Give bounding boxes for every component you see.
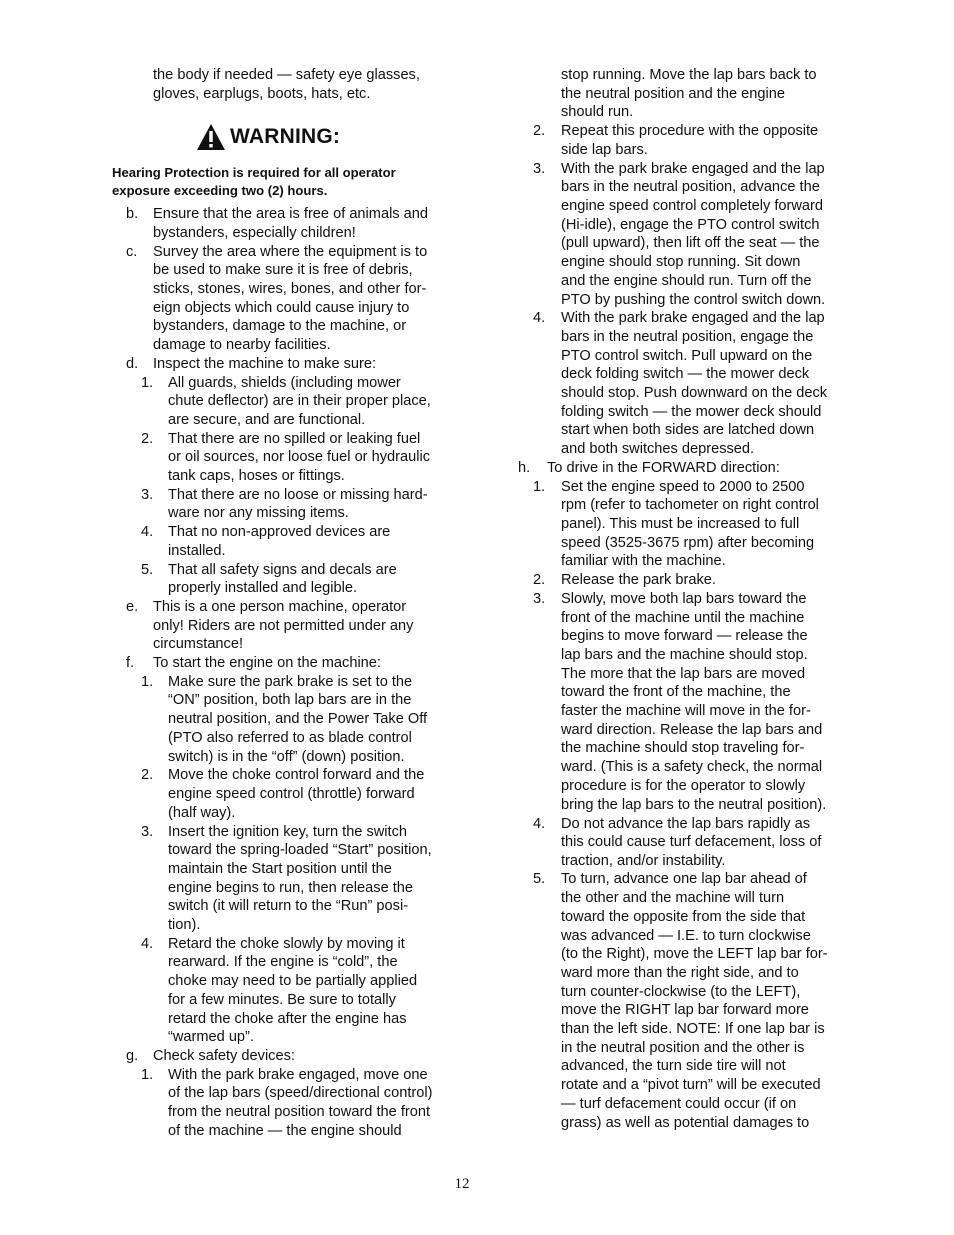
left-text-line: from the neutral position toward the front [168,1104,431,1120]
left-list-marker: 4. [141,936,154,952]
left-text-line: are secure, and are functional. [168,412,366,428]
right-text-line: The more that the lap bars are moved [561,666,806,682]
left-text-line: neutral position, and the Power Take Off [168,711,428,727]
left-list-marker: 1. [141,1067,154,1083]
left-text-line: for a few minutes. Be sure to totally [168,992,396,1008]
right-text-line: and the engine should run. Turn off the [561,273,812,289]
right-list-marker: h. [518,460,531,476]
right-text-line: folding switch — the mower deck should [561,404,822,420]
right-text-line: traction, and/or instability. [561,853,726,869]
left-list-marker: f. [126,655,135,671]
left-list-marker: d. [126,356,139,372]
left-text-line: That there are no spilled or leaking fuel [168,431,421,447]
right-text-line: stop running. Move the lap bars back to [561,67,817,83]
left-text-line: That no non-approved devices are [168,524,391,540]
left-text-line: chute deflector) are in their proper place, [168,393,431,409]
right-text-line: the other and the machine will turn [561,890,785,906]
hearing-note-line-1: Hearing Protection is required for all operator [112,165,396,180]
left-text-line: gloves, earplugs, boots, hats, etc. [153,86,371,102]
right-list-marker: 5. [533,871,546,887]
right-text-line: the machine should stop traveling for- [561,740,805,756]
left-text-line: Make sure the park brake is set to the [168,674,413,690]
right-text-line: ward more than the right side, and to [561,965,799,981]
warning-triangle-icon [196,123,226,151]
left-text-line: That there are no loose or missing hard- [168,487,428,503]
right-text-line: side lap bars. [561,142,648,158]
right-text-line: With the park brake engaged and the lap [561,161,825,177]
left-text-line: switch) is in the “off” (down) position. [168,749,405,765]
left-text-line: tank caps, hoses or fittings. [168,468,345,484]
right-text-line: toward the front of the machine, the [561,684,791,700]
right-list-marker: 3. [533,161,546,177]
right-text-line: Do not advance the lap bars rapidly as [561,816,811,832]
left-text-line: installed. [168,543,226,559]
right-text-line: advanced, the turn side tire will not [561,1058,786,1074]
left-list-marker: 4. [141,524,154,540]
left-text-line: ware nor any missing items. [168,505,349,521]
warning-label: WARNING: [230,125,341,148]
right-text-line: start when both sides are latched down [561,422,815,438]
right-text-line: toward the opposite from the side that [561,909,806,925]
left-text-line: bystanders, damage to the machine, or [153,318,407,334]
right-text-line: (pull upward), then lift off the seat — the [561,235,820,251]
left-text-line: the body if needed — safety eye glasses, [153,67,420,83]
left-text-line: of the machine — the engine should [168,1123,402,1139]
right-text-line: faster the machine will move in the for- [561,703,811,719]
left-text-line: or oil sources, nor loose fuel or hydraulic [168,449,431,465]
left-list-marker: e. [126,599,139,615]
left-text-line: Ensure that the area is free of animals and [153,206,429,222]
right-text-line: PTO control switch. Pull upward on the [561,348,813,364]
right-text-line: turn counter-clockwise (to the LEFT), [561,984,801,1000]
left-text-line: toward the spring-loaded “Start” position, [168,842,432,858]
right-text-line: bars in the neutral position, advance the [561,179,820,195]
left-text-line: maintain the Start position until the [168,861,392,877]
right-list-marker: 1. [533,479,546,495]
left-text-line: switch (it will return to the “Run” posi- [168,898,409,914]
left-text-line: of the lap bars (speed/directional control) [168,1085,433,1101]
right-list-marker: 4. [533,816,546,832]
left-text-line: That all safety signs and decals are [168,562,397,578]
left-text-line: tion). [168,917,201,933]
left-text-line: “ON” position, both lap bars are in the [168,692,412,708]
right-text-line: Slowly, move both lap bars toward the [561,591,807,607]
left-text-line: All guards, shields (including mower [168,375,401,391]
right-text-line: deck folding switch — the mower deck [561,366,810,382]
right-text-line: in the neutral position and the other is [561,1040,805,1056]
right-list-marker: 2. [533,572,546,588]
right-text-line: begins to move forward — release the [561,628,808,644]
right-text-line: panel). This must be increased to full [561,516,800,532]
left-text-line: engine begins to run, then release the [168,880,414,896]
left-text-line: be used to make sure it is free of debris, [153,262,413,278]
right-text-line: (Hi-idle), engage the PTO control switch [561,217,820,233]
right-text-line: grass) as well as potential damages to [561,1115,810,1131]
right-text-line: than the left side. NOTE: If one lap bar is [561,1021,825,1037]
left-list-marker: 1. [141,375,154,391]
right-text-line: this could cause turf defacement, loss of [561,834,822,850]
right-text-line: and both switches depressed. [561,441,755,457]
right-text-line: bring the lap bars to the neutral position). [561,797,827,813]
left-text-line: engine speed control (throttle) forward [168,786,415,802]
left-text-line: properly installed and legible. [168,580,358,596]
right-text-line: — turf defacement could occur (if on [561,1096,797,1112]
right-text-line: the neutral position and the engine [561,86,785,102]
left-text-line: (PTO also referred to as blade control [168,730,412,746]
warning-heading [196,120,340,154]
right-text-line: procedure is for the operator to slowly [561,778,806,794]
right-text-line: front of the machine until the machine [561,610,805,626]
left-text-line: This is a one person machine, operator [153,599,407,615]
left-text-line: Insert the ignition key, turn the switch [168,824,408,840]
right-text-line: ward. (This is a safety check, the normal [561,759,823,775]
left-text-line: sticks, stones, wires, bones, and other for- [153,281,427,297]
right-text-line: engine should stop running. Sit down [561,254,801,270]
left-text-line: Move the choke control forward and the [168,767,425,783]
left-text-line: (half way). [168,805,236,821]
left-text-line: “warmed up”. [168,1029,254,1045]
right-text-line: was advanced — I.E. to turn clockwise [561,928,811,944]
right-text-line: familiar with the machine. [561,553,726,569]
right-text-line: bars in the neutral position, engage the [561,329,814,345]
left-text-line: choke may need to be partially applied [168,973,418,989]
left-text-line: With the park brake engaged, move one [168,1067,428,1083]
right-text-line: ward direction. Release the lap bars and [561,722,823,738]
left-text-line: circumstance! [153,636,244,652]
left-list-marker: 3. [141,824,154,840]
left-list-marker: c. [126,244,138,260]
left-list-marker: 2. [141,767,154,783]
left-list-marker: g. [126,1048,139,1064]
right-list-marker: 3. [533,591,546,607]
right-text-line: To drive in the FORWARD direction: [547,460,780,476]
left-list-marker: b. [126,206,139,222]
right-text-line: should stop. Push downward on the deck [561,385,828,401]
right-text-line: To turn, advance one lap bar ahead of [561,871,807,887]
right-text-line: engine speed control completely forward [561,198,824,214]
left-text-line: eign objects which could cause injury to [153,300,410,316]
left-list-marker: 5. [141,562,154,578]
right-list-marker: 4. [533,310,546,326]
left-text-line: Inspect the machine to make sure: [153,356,377,372]
page-number: 12 [454,1176,470,1192]
right-text-line: rotate and a “pivot turn” will be executed [561,1077,821,1093]
right-text-line: With the park brake engaged and the lap [561,310,825,326]
left-list-marker: 3. [141,487,154,503]
left-text-line: retard the choke after the engine has [168,1011,407,1027]
right-text-line: rpm (refer to tachometer on right control [561,497,819,513]
right-text-line: Set the engine speed to 2000 to 2500 [561,479,805,495]
left-text-line: damage to nearby facilities. [153,337,331,353]
left-text-line: Survey the area where the equipment is to [153,244,428,260]
right-text-line: lap bars and the machine should stop. [561,647,808,663]
right-text-line: Release the park brake. [561,572,716,588]
right-text-line: (to the Right), move the LEFT lap bar for- [561,946,828,962]
left-text-line: Check safety devices: [153,1048,295,1064]
left-list-marker: 1. [141,674,154,690]
left-list-marker: 2. [141,431,154,447]
right-text-line: move the RIGHT lap bar forward more [561,1002,809,1018]
right-list-marker: 2. [533,123,546,139]
left-text-line: To start the engine on the machine: [153,655,381,671]
right-text-line: speed (3525-3675 rpm) after becoming [561,535,815,551]
right-text-line: Repeat this procedure with the opposite [561,123,819,139]
right-text-line: PTO by pushing the control switch down. [561,292,826,308]
hearing-note-line-2: exposure exceeding two (2) hours. [112,183,328,198]
left-text-line: bystanders, especially children! [153,225,356,241]
left-text-line: Retard the choke slowly by moving it [168,936,405,952]
left-text-line: rearward. If the engine is “cold”, the [168,954,398,970]
left-text-line: only! Riders are not permitted under any [153,618,414,634]
right-text-line: should run. [561,104,634,120]
